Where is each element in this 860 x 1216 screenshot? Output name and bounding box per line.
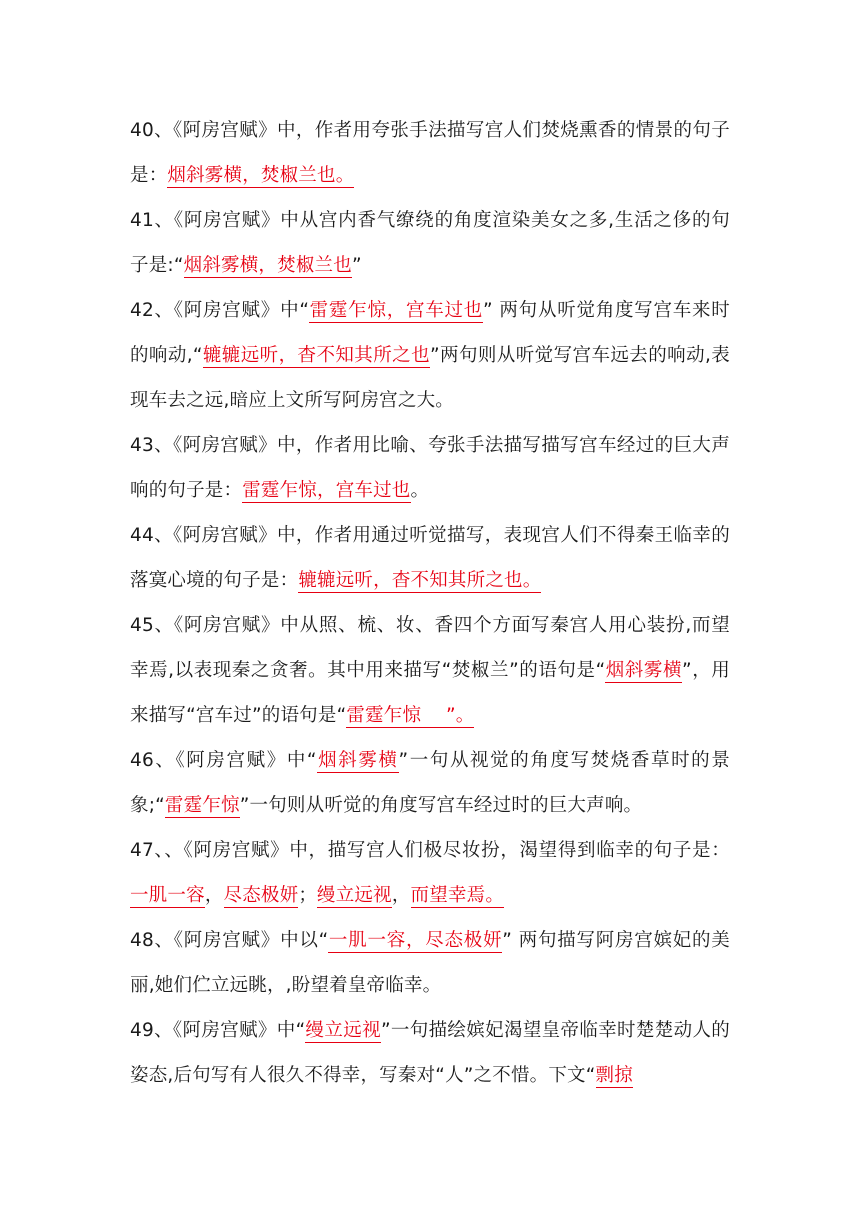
- question-text: ” 两句从听觉角度写宫车来时的响动,“: [130, 300, 730, 366]
- question-text: ”两句则从听觉写宫车远去的响动,表现车去之远,暗应上文所写阿房宫之大。: [130, 345, 731, 411]
- question-item: [130, 1008, 730, 1098]
- question-item: [130, 423, 730, 513]
- question-item: [130, 738, 730, 828]
- question-text: 49、《阿房宫赋》中“: [130, 1020, 306, 1041]
- answer-text: 一肌一容，尽态极妍: [328, 930, 503, 951]
- answer-text: 而望幸焉。: [410, 885, 505, 906]
- question-text: 43、《阿房宫赋》中，作者用比喻、夸张手法描写描写宫车经过的巨大声响的句子是：: [130, 435, 730, 501]
- question-text: 44、《阿房宫赋》中，作者用通过听觉描写，表现宫人们不得秦王临幸的落寞心境的句子是：: [130, 525, 730, 591]
- question-text: ；: [298, 885, 318, 906]
- question-text: 42、《阿房宫赋》中“: [130, 300, 310, 321]
- question-text: 48、《阿房宫赋》中以“: [130, 930, 329, 951]
- question-item: [130, 918, 730, 1008]
- answer-text: 烟斜雾横: [605, 660, 683, 681]
- question-text: ”一句则从听觉的角度写宫车经过时的巨大声响。: [239, 795, 643, 816]
- document-page: [130, 108, 730, 1098]
- question-text: 46、《阿房宫赋》中“: [130, 750, 317, 771]
- answer-text: 雷霆乍惊: [164, 795, 240, 816]
- question-text: ”: [351, 255, 362, 276]
- answer-text: 雷霆乍惊 ”。: [346, 705, 475, 726]
- answer-text: 雷霆乍惊，宫车过也: [309, 300, 483, 321]
- question-text: 40、《阿房宫赋》中，作者用夸张手法描写宫人们焚烧熏香的情景的句子是：: [130, 120, 730, 186]
- question-item: [130, 108, 730, 198]
- answer-text: 雷霆乍惊，宫车过也: [242, 480, 411, 501]
- question-text: 41、《阿房宫赋》中从宫内香气缭绕的角度渲染美女之多,生活之侈的句子是:“: [130, 210, 730, 276]
- question-text: 。: [410, 480, 430, 501]
- question-item: [130, 513, 730, 603]
- answer-text: 一肌一容: [130, 885, 205, 906]
- answer-text: 烟斜雾横: [316, 750, 399, 771]
- question-text: ，: [391, 885, 411, 906]
- answer-text: 缦立远视: [317, 885, 392, 906]
- question-item: [130, 603, 730, 738]
- question-text: ” 两句描写阿房宫嫔妃的美丽,她们伫立远眺，,盼望着皇帝临幸。: [130, 930, 730, 996]
- answer-text: 尽态极妍: [223, 885, 299, 906]
- question-item: [130, 198, 730, 288]
- answer-text: 剽掠: [595, 1065, 633, 1086]
- question-text: 47、、《阿房宫赋》中，描写宫人们极尽妆扮，渴望得到临幸的句子是：: [130, 840, 730, 861]
- answer-text: 辘辘远听，杳不知其所之也: [202, 345, 431, 366]
- question-text: ”，用来描写“宫车过”的语句是“: [130, 660, 730, 726]
- question-text: ”一句从视觉的角度写焚烧香草时的景象;“: [130, 750, 730, 816]
- question-item: [130, 288, 730, 423]
- question-text: ”一句描绘嫔妃渴望皇帝临幸时楚楚动人的姿态,后句写有人很久不得幸，写秦对“人”之不惜。下文“: [130, 1020, 730, 1086]
- question-text: 45、《阿房宫赋》中从照、梳、妆、香四个方面写秦宫人用心装扮,而望幸焉,以表现秦之贪奢。其中用来描写“焚椒兰”的语句是“: [130, 615, 730, 681]
- answer-text: 烟斜雾横，焚椒兰也: [183, 255, 352, 276]
- question-text: ，: [204, 885, 224, 906]
- question-item: [130, 828, 730, 918]
- answer-text: 缦立远视: [305, 1020, 381, 1041]
- answer-text: 辘辘远听，杳不知其所之也。: [298, 570, 542, 591]
- answer-text: 烟斜雾横，焚椒兰也。: [167, 165, 355, 186]
